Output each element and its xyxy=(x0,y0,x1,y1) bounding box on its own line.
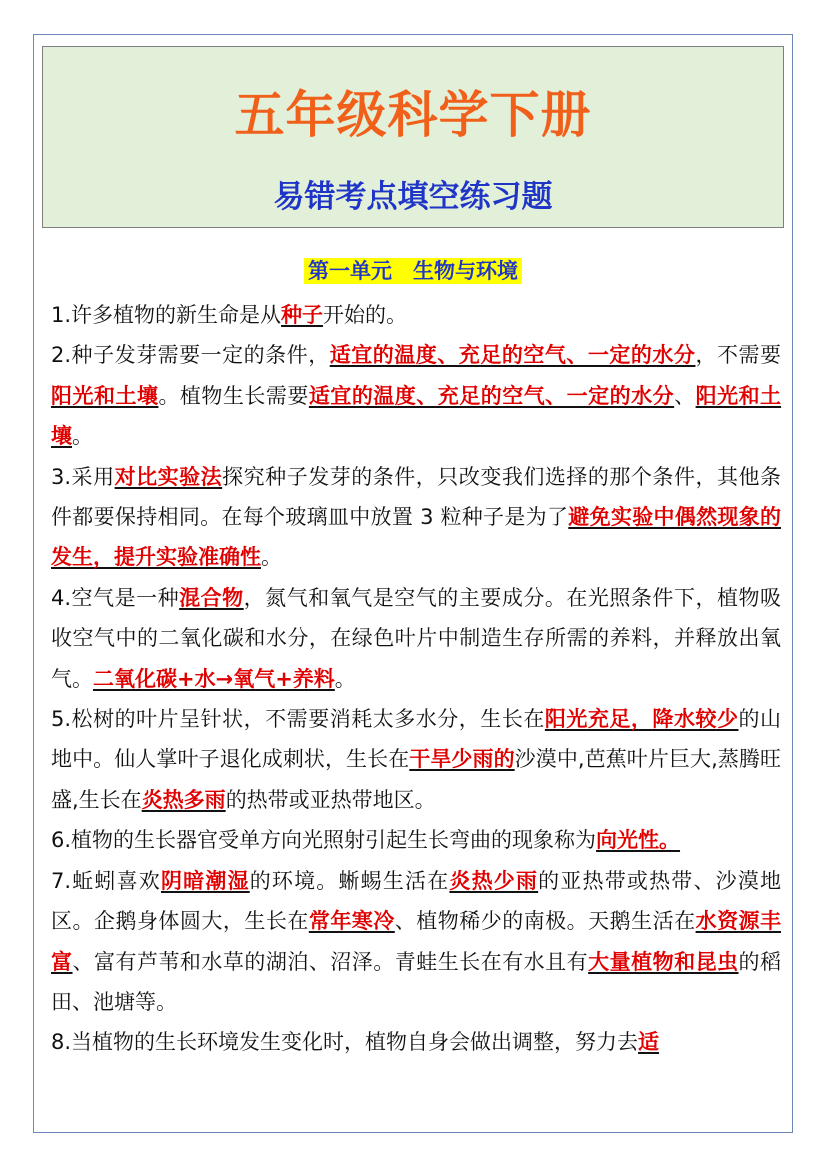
question-text: 的环境。蜥蜴生活在 xyxy=(249,868,450,893)
question-text: 沙漠中,芭蕉叶片巨大,蒸腾旺盛,生长在 xyxy=(51,747,782,812)
question-item xyxy=(51,457,781,578)
answer-text: 阳光和土壤 xyxy=(51,383,782,449)
answer-text: 干旱少雨的 xyxy=(409,747,515,772)
answer-text: 种子 xyxy=(281,303,324,327)
question-text: 6.植物的生长器官受单方向光照射引起生长弯曲的现象称为 xyxy=(51,828,597,853)
answer-text: 阳光充足，降水较少 xyxy=(544,707,739,732)
question-text: 、 xyxy=(674,383,696,408)
answer-text: 水资源丰富 xyxy=(51,909,782,974)
answer-text: 适宜的温度、充足的空气、一定的水分 xyxy=(329,343,696,368)
answer-text: 大量植物和昆虫 xyxy=(588,949,739,974)
question-text: 的热带或亚热带地区。 xyxy=(225,787,436,812)
question-text: 8.当植物的生长环境发生变化时，植物自身会做出调整，努力去 xyxy=(51,1030,639,1055)
answer-text: 常年寒冷 xyxy=(308,909,395,934)
answer-text: 炎热少雨 xyxy=(449,868,539,893)
title-banner xyxy=(42,46,784,228)
answer-text: 混合物 xyxy=(179,585,244,610)
page-subtitle: 易错考点填空练习题 xyxy=(273,179,553,215)
question-item xyxy=(51,335,781,456)
question-text: ，不需要 xyxy=(695,343,781,368)
answer-text: 阳光和土壤 xyxy=(51,383,159,408)
question-list xyxy=(51,295,781,1063)
question-text: 。植物生长需要 xyxy=(158,383,309,408)
question-item xyxy=(51,699,781,820)
question-text: 、植物稀少的南极。天鹅生活在 xyxy=(394,909,696,934)
answer-text: 炎热多雨 xyxy=(141,787,226,812)
answer-text: 二氧化碳+水→氧气+养料 xyxy=(93,666,335,691)
question-text: 的亚热带或热带、沙漠地区。企鹅身体圆大，生长在 xyxy=(51,868,782,934)
question-text: ，氮气和氧气是空气的主要成分。在光照条件下，植物吸收空气中的二氧化碳和水分，在绿色叶片中制造生存所需的养料，并释放出氧气。 xyxy=(51,585,781,691)
answer-text: 向光性。 xyxy=(596,828,681,853)
answer-text: 适 xyxy=(638,1030,660,1055)
question-text: 、富有芦苇和水草的湖泊、沼泽。青蛙生长在有水且有 xyxy=(72,949,589,974)
question-text: 5.松树的叶片呈针状，不需要消耗太多水分，生长在 xyxy=(51,707,545,732)
answer-text: 对比实验法 xyxy=(114,464,223,489)
question-item xyxy=(51,820,781,860)
unit-heading: 第一单元 生物与环境 xyxy=(304,258,522,284)
question-text: 。 xyxy=(72,424,93,449)
question-item xyxy=(51,578,781,699)
question-item xyxy=(51,861,781,1023)
question-text: 2.种子发芽需要一定的条件， xyxy=(51,343,330,368)
question-text: 的山地中。仙人掌叶子退化成刺状，生长在 xyxy=(51,707,781,772)
question-text: 探究种子发芽的条件，只改变我们选择的那个条件，其他条件都要保持相同。在每个玻璃皿中放置 3 粒种子是为了 xyxy=(51,464,781,530)
page-title: 五年级科学下册 xyxy=(234,85,592,144)
question-item xyxy=(51,295,781,335)
unit-heading-row xyxy=(34,257,792,285)
question-text: 4.空气是一种 xyxy=(51,585,180,610)
question-text: 。 xyxy=(334,666,356,691)
question-text: 3.采用 xyxy=(51,464,115,489)
question-text: 1.许多植物的新生命是从 xyxy=(51,303,282,327)
question-text: 开始的。 xyxy=(323,303,408,327)
answer-text: 阴暗潮湿 xyxy=(160,868,250,893)
question-text: 的稻田、池塘等。 xyxy=(51,949,782,1014)
answer-text: 适宜的温度、充足的空气、一定的水分 xyxy=(308,383,675,408)
question-text: 7.蚯蚓喜欢 xyxy=(51,868,161,893)
answer-text: 避免实验中偶然现象的发生，提升实验准确性 xyxy=(51,505,782,570)
page-frame xyxy=(33,34,793,1133)
question-item xyxy=(51,1022,781,1062)
question-text: 。 xyxy=(261,545,282,570)
